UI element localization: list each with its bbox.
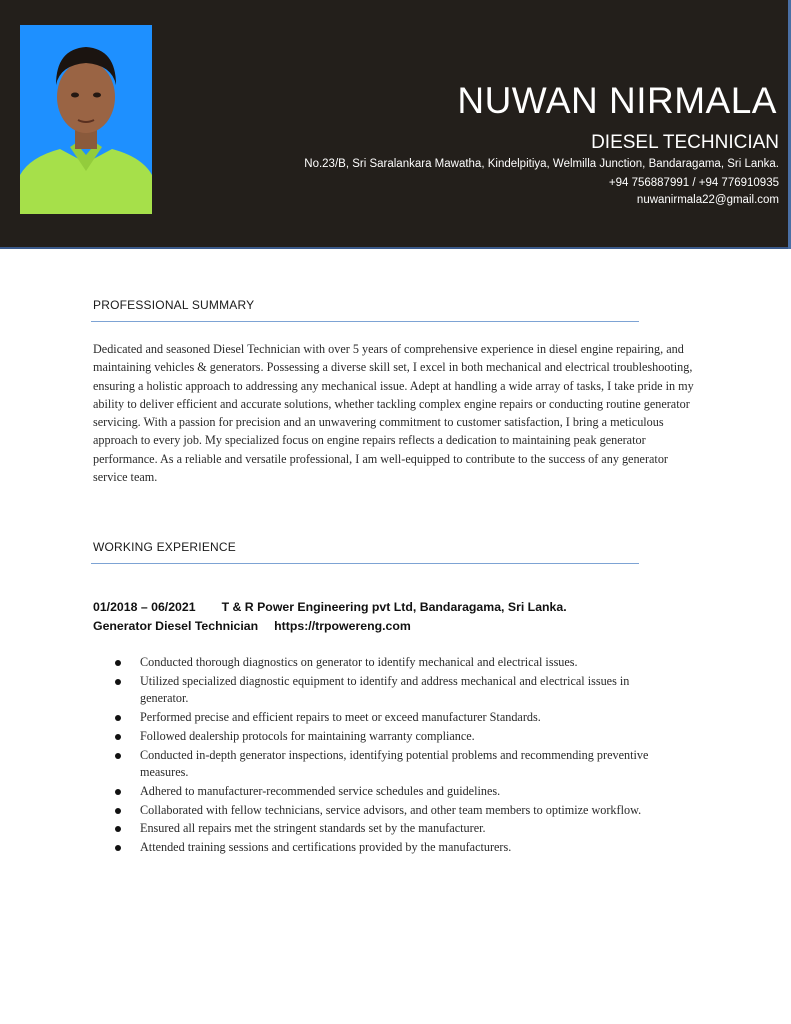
bullet-icon [115,753,121,759]
list-item [113,747,673,781]
experience-header-line [93,600,567,614]
bullet-icon [115,808,121,814]
bullet-text: Performed precise and efficient repairs to meet or exceed manufacturer Standards. [140,709,541,724]
summary-text: Dedicated and seasoned Diesel Technician with over 5 years of comprehensive experience in diesel engine repairing, and maintaining vehicles & generators. Possessing a diverse skill set, I excel in both mechanical and electrical troubleshooting, ensuring a holistic approach to addressing any mechanical issue. Adept at handling a wide array of tasks, I take pride in my ability to deliver efficient and accurate solutions, whether tackling complex engine repairs or conducting routine generator servicing. With a passion for precision and an unwavering commitment to customer satisfaction, I bring a meticulous approach to every job. My specialized focus on engine repairs reflects a dedication to maintaining peak generator performance. As a reliable and versatile professional, I am well-equipped to contribute to the success of any generator service team. [93,342,694,485]
bullet-text: Adhered to manufacturer-recommended service schedules and guidelines. [140,783,501,798]
bullet-icon [115,734,121,740]
resume-header [0,0,791,249]
bullet-icon [115,789,121,795]
experience-role-line [93,619,411,633]
bullet-text: Conducted thorough diagnostics on generator to identify mechanical and electrical issues. [140,655,578,669]
contact-phone: +94 756887991 / +94 776910935 [608,177,779,189]
summary-heading: PROFESSIONAL SUMMARY [93,298,255,312]
candidate-name: NUWAN NIRMALA [457,80,777,121]
experience-company: T & R Power Engineering pvt Ltd, Bandaragama, Sri Lanka. [221,600,567,614]
list-item [113,709,673,726]
candidate-job-title: DIESEL TECHNICIAN [591,132,779,153]
bullet-text: Followed dealership protocols for maintaining warranty compliance. [140,728,475,743]
experience-bullet-list [113,654,673,858]
summary-divider [91,321,639,322]
contact-email[interactable]: nuwanirmala22@gmail.com [636,194,779,206]
bullet-icon [115,826,121,832]
experience-website-link[interactable]: https://trpowereng.com [274,619,411,633]
bullet-text: Collaborated with fellow technicians, service advisors, and other team members to optimize workflow. [140,802,642,817]
list-item [113,783,673,800]
list-item [113,654,673,671]
experience-period: 01/2018 – 06/2021 [93,600,196,614]
experience-heading: WORKING EXPERIENCE [93,540,236,554]
bullet-text: Attended training sessions and certifications provided by the manufacturers. [140,840,512,855]
experience-divider [91,563,639,564]
bullet-text: Conducted in-depth generator inspections, identifying potential problems and recommending preventive measures. [140,747,649,779]
bullet-icon [115,715,121,721]
bullet-text: Utilized specialized diagnostic equipment to identify and address mechanical and electrical issues in generator. [140,673,630,705]
list-item [113,820,673,837]
profile-photo-illustration [20,25,152,214]
list-item [113,839,673,856]
bullet-icon [115,845,121,851]
experience-role: Generator Diesel Technician [93,619,259,633]
bullet-text: Ensured all repairs met the stringent standards set by the manufacturer. [140,821,486,836]
profile-photo [20,25,152,214]
list-item [113,673,673,707]
list-item [113,802,673,819]
list-item [113,728,673,745]
bullet-icon [115,679,121,685]
contact-address: No.23/B, Sri Saralankara Mawatha, Kindelpitiya, Welmilla Junction, Bandaragama, Sri Lanka. [304,158,779,170]
bullet-icon [115,660,121,666]
